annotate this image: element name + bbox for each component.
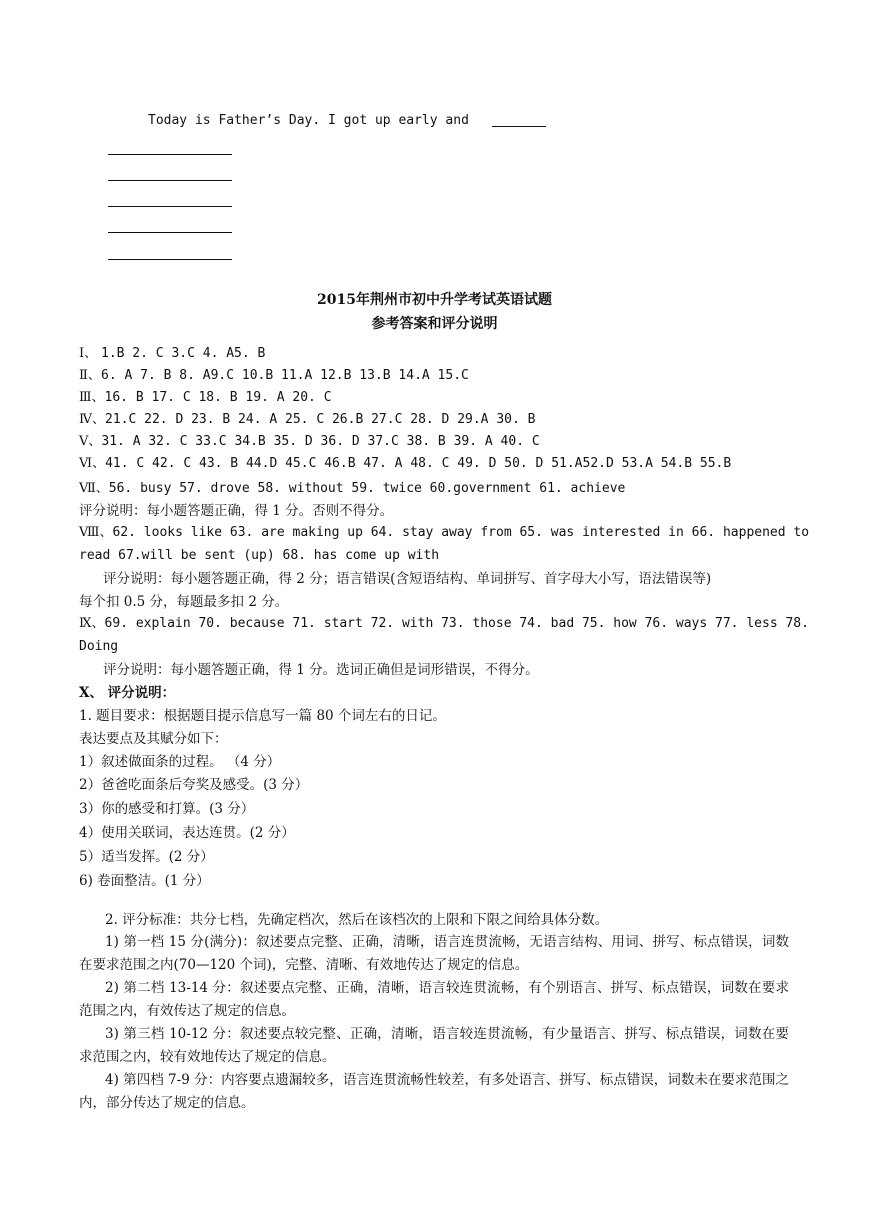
criteria-level: 4) 第四档 7-9 分：内容要点遗漏较多，语言连贯流畅性较差，有多处语言、拼写、标点错误，词数未在要求范围之内，部分传达了规定的信息。 bbox=[79, 1072, 789, 1111]
answer-line: Ⅷ、62. looks like 63. are making up 64. stay away from 65. was interested in 66. happened to bbox=[79, 525, 810, 540]
answer-line: Ⅲ、16. B 17. C 18. B 19. A 20. C bbox=[79, 390, 332, 405]
scoring-note-continued: 每个扣 0.5 分，每题最多扣 2 分。 bbox=[79, 594, 289, 610]
criteria-level: 2) 第二档 13-14 分：叙述要点完整、正确，清晰，语言较连贯流畅，有个别语言、拼写、标点错误，词数在要求范围之内，有效传达了规定的信息。 bbox=[79, 980, 789, 1019]
blank-line bbox=[108, 180, 232, 181]
section-heading: Ⅹ、 评分说明： bbox=[79, 685, 176, 701]
scoring-note: 评分说明：每小题答题正确，得 1 分。否则不得分。 bbox=[79, 503, 394, 519]
blank-line bbox=[108, 232, 232, 233]
page-subtitle: 参考答案和评分说明 bbox=[371, 316, 498, 332]
page-title: 2015年荆州市初中升学考试英语试题 bbox=[317, 292, 552, 308]
criteria-intro: 2. 评分标准：共分七档，先确定档次，然后在该档次的上限和下限之间给具体分数。 bbox=[105, 912, 609, 928]
list-item: 4）使用关联词，表达连贯。(2 分） bbox=[79, 825, 295, 841]
blank-line bbox=[108, 259, 232, 260]
list-item: 2）爸爸吃面条后夸奖及感受。(3 分） bbox=[79, 777, 309, 793]
answer-line: Ⅸ、69. explain 70. because 71. start 72. with 73. those 74. bad 75. how 76. ways 77. less 78. bbox=[79, 616, 809, 631]
answer-line: Ⅶ、56. busy 57. drove 58. without 59. twice 60.government 61. achieve bbox=[79, 481, 626, 496]
requirement-text: 1. 题目要求：根据题目提示信息写一篇 80 个词左右的日记。 bbox=[79, 708, 446, 724]
list-item: 1）叙述做面条的过程。 （4 分） bbox=[79, 754, 281, 770]
answer-line: Ⅴ、31. A 32. C 33.C 34.B 35. D 36. D 37.C 38. B 39. A 40. C bbox=[79, 434, 540, 449]
answer-line-continued: Doing bbox=[79, 639, 119, 654]
blank-line bbox=[108, 154, 232, 155]
list-item: 5）适当发挥。(2 分） bbox=[79, 849, 214, 865]
list-item: 3）你的感受和打算。(3 分） bbox=[79, 801, 255, 817]
blank-line bbox=[492, 126, 546, 127]
criteria-level: 3) 第三档 10-12 分：叙述要点较完整、正确，清晰，语言较连贯流畅，有少量语言、拼写、标点错误，词数在要求范围之内，较有效地传达了规定的信息。 bbox=[79, 1026, 789, 1065]
criteria-level: 1) 第一档 15 分(满分)：叙述要点完整、正确，清晰，语言连贯流畅，无语言结构、用词、拼写、标点错误，词数在要求范围之内(70—120 个词)，完整、清晰、有效地传达了规定的信息。 bbox=[79, 934, 789, 973]
scoring-note: 评分说明：每小题答题正确，得 2 分；语言错误(含短语结构、单词拼写、首字母大小写，语法错误等) bbox=[103, 571, 712, 587]
points-intro: 表达要点及其赋分如下： bbox=[79, 731, 228, 747]
answer-line: Ⅰ、 1.B 2. C 3.C 4. A5. B bbox=[79, 346, 266, 361]
answer-line: Ⅳ、21.C 22. D 23. B 24. A 25. C 26.B 27.C 28. D 29.A 30. B bbox=[79, 412, 536, 427]
list-item: 6) 卷面整洁。(1 分） bbox=[79, 873, 210, 889]
blank-line bbox=[108, 206, 232, 207]
scoring-note: 评分说明：每小题答题正确，得 1 分。选词正确但是词形错误，不得分。 bbox=[103, 662, 539, 678]
answer-line-continued: read 67.will be sent (up) 68. has come up with bbox=[79, 548, 440, 563]
answer-line: Ⅱ、6. A 7. B 8. A9.C 10.B 11.A 12.B 13.B 14.A 15.C bbox=[79, 368, 469, 383]
writing-prompt: Today is Father’s Day. I got up early and bbox=[148, 113, 469, 128]
answer-line: Ⅵ、41. C 42. C 43. B 44.D 45.C 46.B 47. A 48. C 49. D 50. D 51.A52.D 53.A 54.B 55.B bbox=[79, 456, 732, 471]
